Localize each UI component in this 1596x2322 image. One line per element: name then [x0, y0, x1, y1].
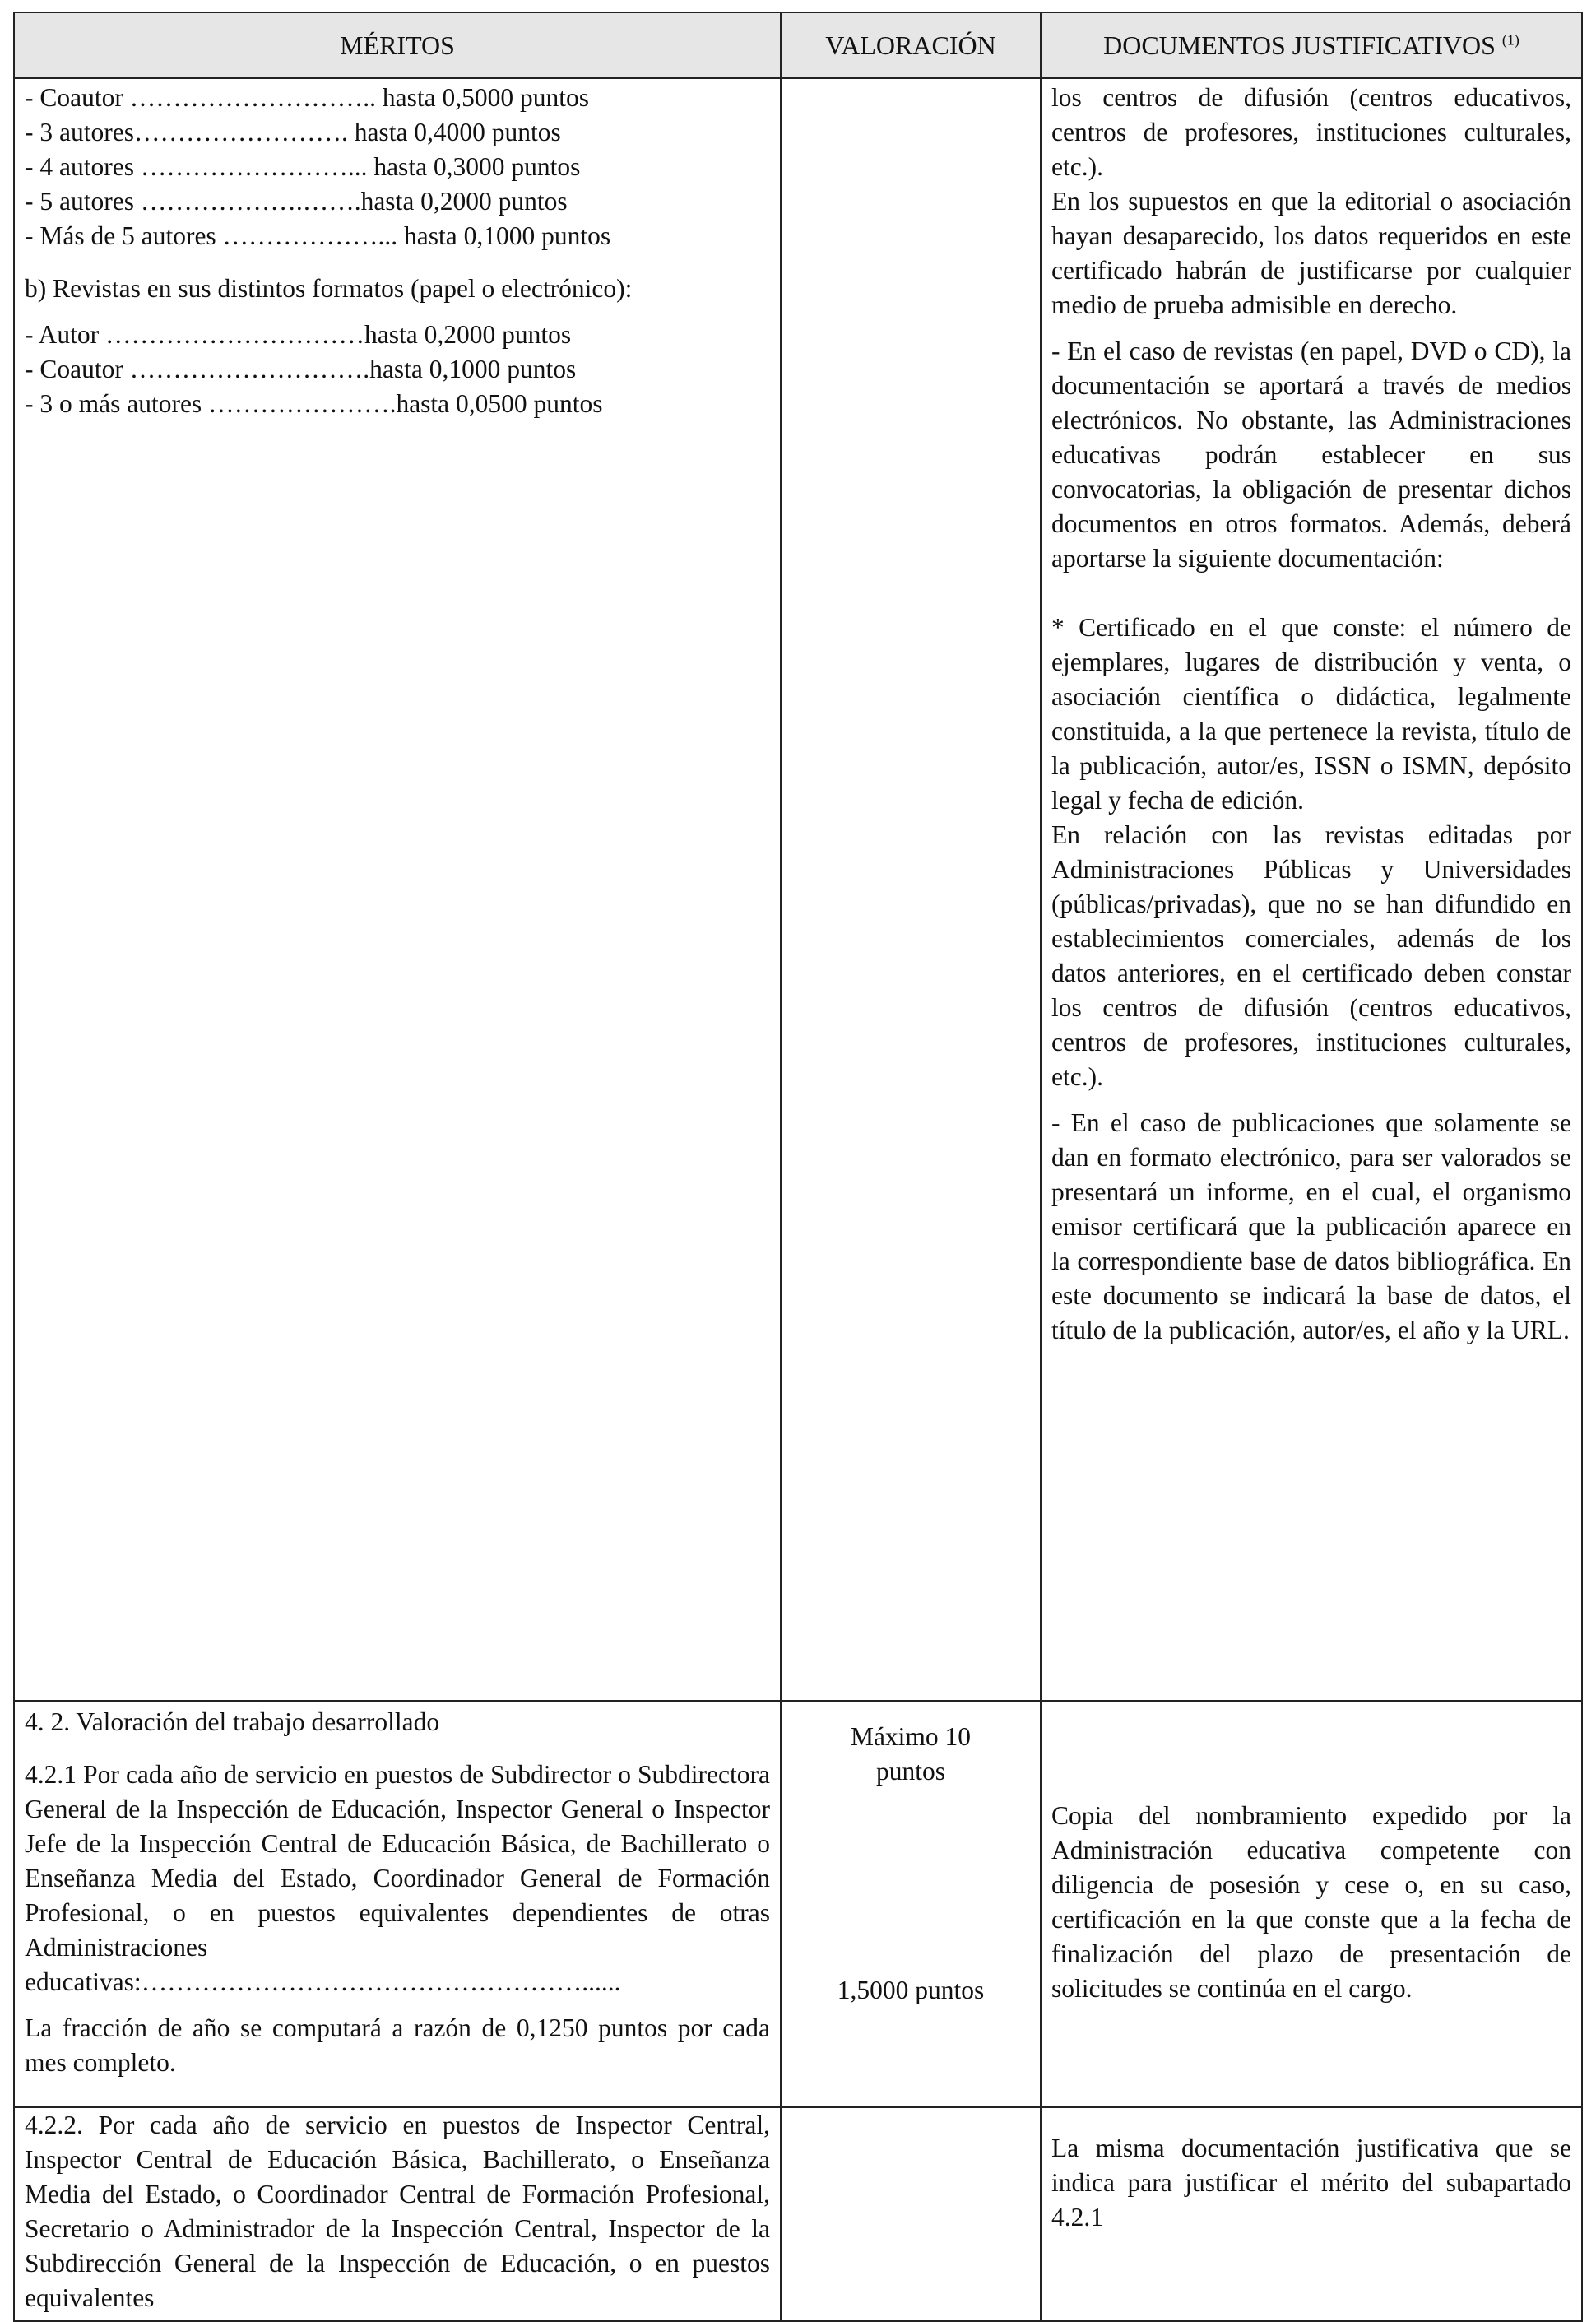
meritos-cell: [14, 78, 781, 1701]
documentos-cell: [1041, 78, 1582, 1701]
fraction-note: La fracción de año se computará a razón de 0,1250 puntos por cada mes completo.: [25, 2013, 770, 2077]
list-item: - 3 o más autores ………………….hasta 0,0500 puntos: [25, 389, 603, 418]
meritos-cell: [14, 2107, 781, 2321]
section-heading: 4. 2. Valoración del trabajo desarrollado: [25, 1707, 440, 1736]
doc-paragraph: En relación con las revistas editadas por Administraciones Públicas y Universidades (públicas/privadas), que no se han difundido en establecimientos comerciales, además de los datos anteriores, en el certificado deben constar los centros de difusión (centros educativos, centros de profesores, instituciones culturales, etc.).: [1051, 820, 1571, 1091]
merit-text: 4.2.2. Por cada año de servicio en puestos de Inspector Central, Inspector Central de Educación Básica, Bachillerato, o Enseñanza Media del Estado, o Coordinador Central de Formación Profesional, Secretario o Administrador de la Inspección Central, Inspector de la Subdirección General de la Inspección de Educación, o en puestos equivalentes: [25, 2111, 770, 2312]
document-page: [13, 12, 1581, 2322]
header-documentos: [1041, 12, 1582, 78]
table-row: [14, 1701, 1582, 2107]
valoracion-cell: [781, 78, 1041, 1701]
list-item: - Autor …………………………hasta 0,2000 puntos: [25, 320, 572, 349]
doc-paragraph: - En el caso de publicaciones que solamente se dan en formato electrónico, para ser valorados se presentará un informe, en el cual, el organismo emisor certificará que la publicación aparece en la correspondiente base de datos bibliográfica. En este documento se indicará la base de datos, el título de la publicación, autor/es, el año y la URL.: [1051, 1108, 1571, 1344]
table-row: [14, 2107, 1582, 2321]
doc-paragraph: los centros de difusión (centros educativos, centros de profesores, instituciones culturales, etc.).: [1051, 83, 1571, 181]
list-item: - Más de 5 autores ………………... hasta 0,1000 puntos: [25, 221, 611, 250]
meritos-cell: [14, 1701, 781, 2107]
header-row: [14, 12, 1582, 78]
doc-paragraph: - En el caso de revistas (en papel, DVD o CD), la documentación se aportará a través de medios electrónicos. No obstante, las Administraciones educativas podrán establecer en sus convocatorias, la obligación de presentar dichos documentos en otros formatos. Además, deberá aportarse la siguiente documentación:: [1051, 337, 1571, 573]
doc-paragraph: En los supuestos en que la editorial o asociación hayan desaparecido, los datos requeridos en este certificado habrán de justificarse por cualquier medio de prueba admisible en derecho.: [1051, 187, 1571, 319]
header-valoracion: VALORACIÓN: [781, 12, 1041, 78]
max-points: Máximo 10 puntos: [850, 1722, 972, 1786]
list-item: - Coautor ……………………….. hasta 0,5000 puntos: [25, 83, 589, 112]
points-value: 1,5000 puntos: [837, 1976, 985, 2004]
doc-paragraph: * Certificado en el que conste: el número de ejemplares, lugares de distribución y venta, o asociación científica o didáctica, legalmente constituida, a la que pertenece la revista, título de la publicación, autor/es, ISSN o ISMN, depósito legal y fecha de edición.: [1051, 613, 1571, 815]
list-item: - 5 autores ……………….…….hasta 0,2000 puntos: [25, 187, 568, 216]
list-item: - 3 autores……………………. hasta 0,4000 puntos: [25, 118, 561, 146]
header-documentos-label: DOCUMENTOS JUSTIFICATIVOS: [1103, 30, 1496, 60]
valoracion-cell: [781, 1701, 1041, 2107]
documentos-cell: [1041, 2107, 1582, 2321]
merit-text: 4.2.1 Por cada año de servicio en puestos de Subdirector o Subdirectora General de la Inspección de Educación, Inspector General o Inspector Jefe de la Inspección Central de Educación Básica, de Bachillerato o Enseñanza Media del Estado, Coordinador General de Formación Profesional, o en puestos equivalentes dependientes de otras Administraciones educativas:……………………………………………......: [25, 1760, 770, 1996]
list-item: - Coautor ……………………….hasta 0,1000 puntos: [25, 355, 577, 383]
footnote-ref: (1): [1501, 31, 1519, 49]
header-meritos: MÉRITOS: [14, 12, 781, 78]
revistas-heading: b) Revistas en sus distintos formatos (papel o electrónico):: [25, 274, 633, 303]
documentos-cell: [1041, 1701, 1582, 2107]
valoracion-cell: [781, 2107, 1041, 2321]
meritos-table: [13, 12, 1583, 2322]
doc-paragraph: La misma documentación justificativa que se indica para justificar el mérito del subapartado 4.2.1: [1051, 2134, 1571, 2231]
list-item: - 4 autores ……………………... hasta 0,3000 puntos: [25, 152, 581, 181]
doc-paragraph: Copia del nombramiento expedido por la Administración educativa competente con diligencia de posesión y cese o, en su caso, certificación en la que conste que a la fecha de finalización del plazo de presentación de solicitudes se continúa en el cargo.: [1051, 1801, 1571, 2003]
table-row: [14, 78, 1582, 1701]
